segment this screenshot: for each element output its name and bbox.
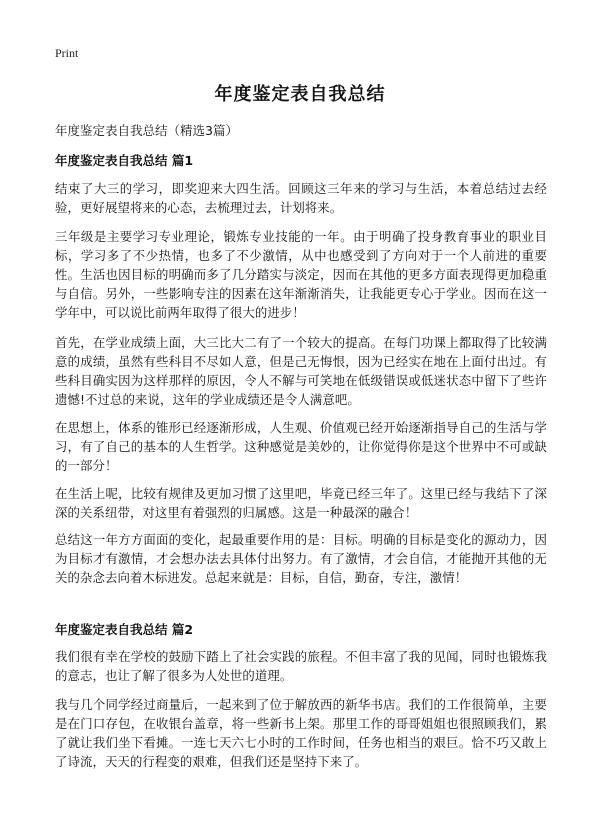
paragraph: 结束了大三的学习，即奖迎来大四生活。回顾这三年来的学习与生活，本着总结过去经验，更好展望将来的心态，去梳理过去，计划将来。	[55, 181, 547, 215]
paragraph: 我们很有幸在学校的鼓励下踏上了社会实践的旅程。不但丰富了我的见闻，同时也锻炼我的意志，也让了解了很多为人处世的道理。	[55, 649, 547, 683]
paragraph: 首先，在学业成绩上面，大三比大二有了一个较大的提高。在每门功课上都取得了比较满意的成绩，虽然有些科目不尽如人意，但是己无悔恨，因为已经实在地在上面付出过。有些科目确实因为这样那样的原因，令人不解与可笑地在低级错误或低迷状态中留下了些许遗憾!不过总的来说，这年的学业成绩还是令人满意吧。	[55, 335, 547, 407]
page-title: 年度鉴定表自我总结	[214, 84, 386, 105]
paragraph: 总结这一年方方面面的变化，起最重要作用的是：目标。明确的目标是变化的源动力，因为目标才有激情，才会想办法去具体付出努力。有了激情，才会自信，才能抛开其他的无关的杂念去向着木标进发。总起来就是：目标，自信，勤奋，专注，激情！	[55, 532, 547, 585]
section-heading-2: 年度鉴定表自我总结 篇2	[55, 622, 194, 637]
section-heading-1: 年度鉴定表自我总结 篇1	[55, 153, 194, 168]
print-link[interactable]: Print	[55, 46, 79, 60]
paragraph: 我与几个同学经过商量后，一起来到了位于解放西的新华书店。我们的工作很简单，主要是在门口存包，在收银台盖章，将一些新书上架。那里工作的哥哥姐姐也很照顾我们，累了就让我们坐下看摊。一连七天六七小时的工作时间，任务也相当的艰巨。恰不巧又敢上了诗流，天天的行程变的艰难，但我们还是坚持下来了。	[55, 697, 547, 769]
document-subtitle: 年度鉴定表自我总结（精选3篇）	[55, 123, 238, 138]
paragraph: 在生活上呢，比较有规律及更加习惯了这里吧，毕竟已经三年了。这里已经与我结下了深深的关系纽带，对这里有着强烈的归属感。这是一种最深的融合！	[55, 486, 547, 520]
paragraph: 在思想上，体系的锥形已经逐渐形成，人生观、价值观已经开始逐渐指导自己的生活与学习，有了自己的基本的人生哲学。这种感觉是美妙的，让你觉得你是这个世界中不可或缺的一部分！	[55, 420, 547, 473]
paragraph: 三年级是主要学习专业理论，锻炼专业技能的一年。由于明确了投身教育事业的职业目标，学习多了不少热情，也多了不少激情，从中也感受到了方向对于一个人前进的重要性。生活也因目标的明确而多了几分踏实与淡定，因而在其他的更多方面表现得更加稳重与自信。另外，一些影响专注的因素在这年渐渐消失，让我能更专心于学业。因而在这一学年中，可以说比前两年取得了很大的进步！	[55, 229, 547, 320]
